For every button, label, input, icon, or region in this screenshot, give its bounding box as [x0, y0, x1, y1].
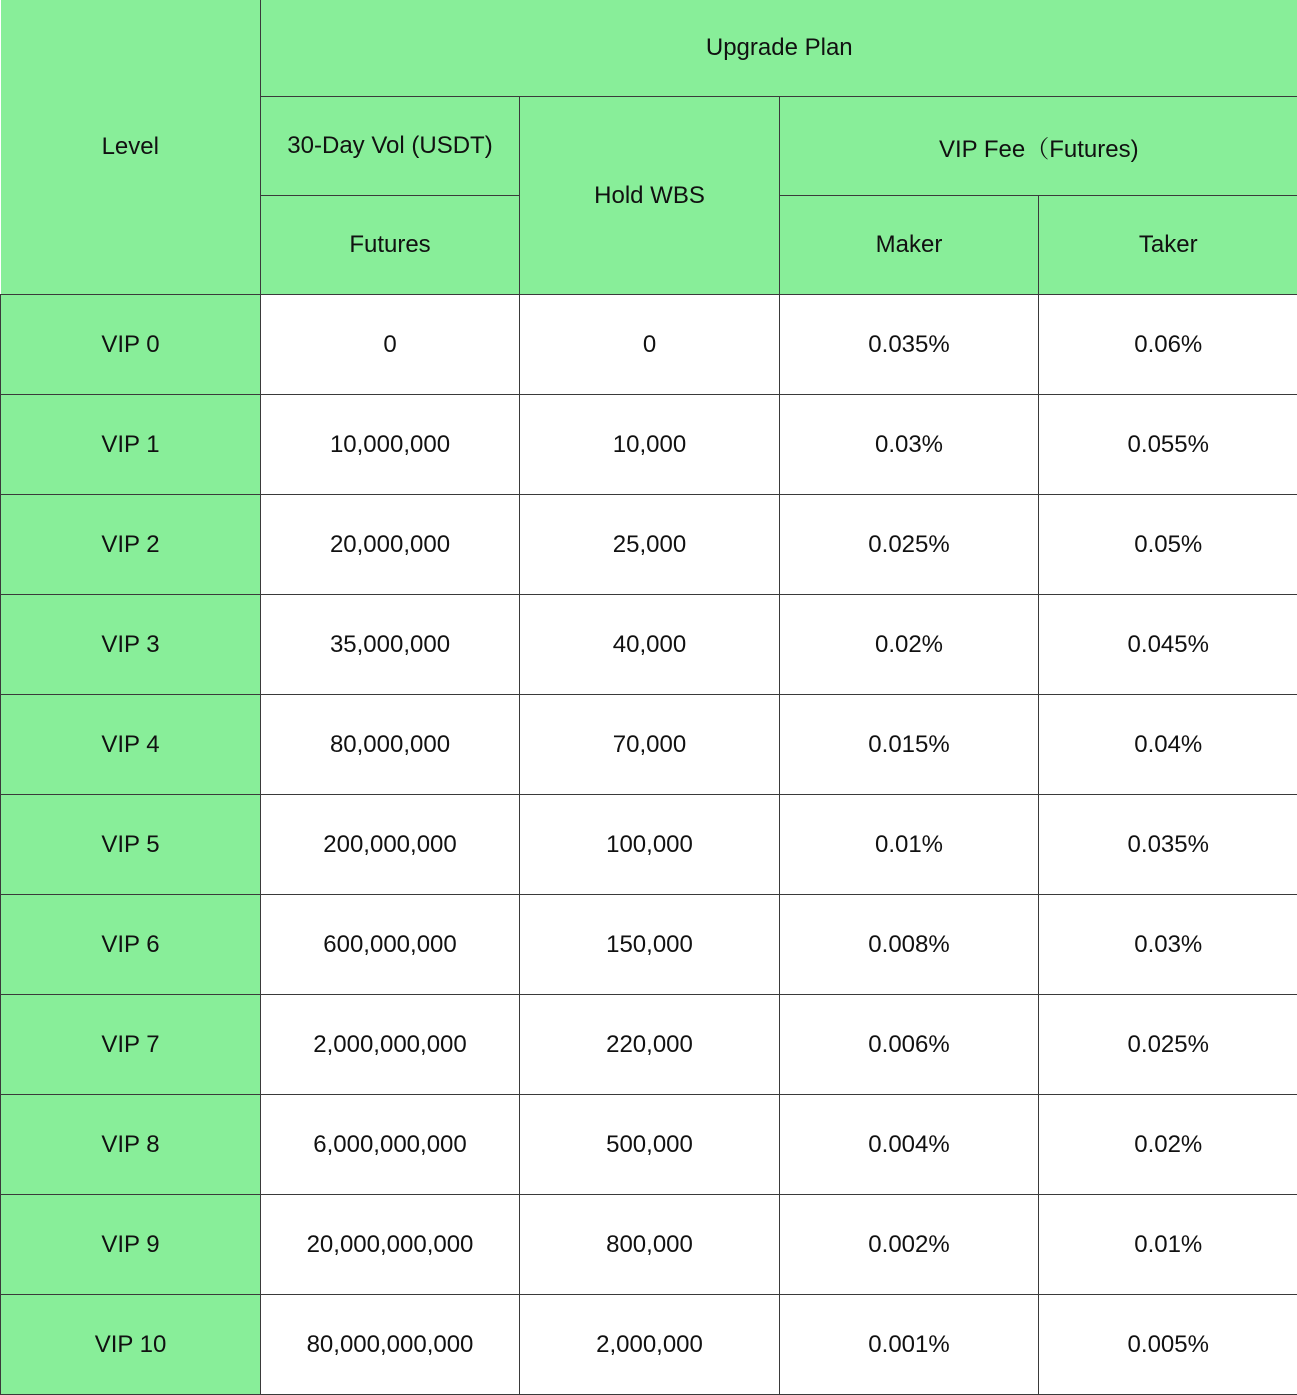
level-cell: VIP 1 — [1, 395, 261, 495]
table-row — [1, 395, 1297, 495]
taker-cell: 0.025% — [1039, 995, 1297, 1095]
volume-cell: 600,000,000 — [261, 895, 520, 995]
maker-cell: 0.03% — [780, 395, 1039, 495]
hold-cell: 0 — [520, 295, 780, 395]
hold-cell: 500,000 — [520, 1095, 780, 1195]
volume-cell: 80,000,000,000 — [261, 1295, 520, 1395]
hold-wbs-header: Hold WBS — [520, 97, 780, 295]
volume-cell: 20,000,000,000 — [261, 1195, 520, 1295]
taker-cell: 0.06% — [1039, 295, 1297, 395]
table-row — [1, 1095, 1297, 1195]
futures-subheader: Futures — [261, 196, 520, 295]
upgrade-plan-title: Upgrade Plan — [261, 0, 1297, 97]
maker-cell: 0.004% — [780, 1095, 1039, 1195]
vip-fee-header: VIP Fee（Futures) — [780, 97, 1297, 196]
hold-cell: 800,000 — [520, 1195, 780, 1295]
table-row — [1, 495, 1297, 595]
level-cell: VIP 9 — [1, 1195, 261, 1295]
table-row — [1, 1295, 1297, 1395]
volume-cell: 6,000,000,000 — [261, 1095, 520, 1195]
taker-cell: 0.005% — [1039, 1295, 1297, 1395]
taker-cell: 0.05% — [1039, 495, 1297, 595]
table-row — [1, 595, 1297, 695]
maker-cell: 0.002% — [780, 1195, 1039, 1295]
maker-cell: 0.001% — [780, 1295, 1039, 1395]
level-header: Level — [1, 0, 261, 295]
taker-header: Taker — [1039, 196, 1297, 295]
level-cell: VIP 10 — [1, 1295, 261, 1395]
volume-cell: 200,000,000 — [261, 795, 520, 895]
level-cell: VIP 3 — [1, 595, 261, 695]
level-cell: VIP 7 — [1, 995, 261, 1095]
hold-cell: 25,000 — [520, 495, 780, 595]
level-cell: VIP 8 — [1, 1095, 261, 1195]
hold-cell: 2,000,000 — [520, 1295, 780, 1395]
table-header — [1, 0, 1297, 295]
maker-cell: 0.008% — [780, 895, 1039, 995]
level-cell: VIP 0 — [1, 295, 261, 395]
volume-cell: 0 — [261, 295, 520, 395]
taker-cell: 0.03% — [1039, 895, 1297, 995]
taker-cell: 0.055% — [1039, 395, 1297, 495]
table-row — [1, 295, 1297, 395]
taker-cell: 0.04% — [1039, 695, 1297, 795]
volume-header: 30-Day Vol (USDT) — [261, 97, 520, 196]
hold-cell: 150,000 — [520, 895, 780, 995]
maker-cell: 0.01% — [780, 795, 1039, 895]
maker-cell: 0.015% — [780, 695, 1039, 795]
volume-cell: 2,000,000,000 — [261, 995, 520, 1095]
table-row — [1, 895, 1297, 995]
hold-cell: 100,000 — [520, 795, 780, 895]
hold-cell: 10,000 — [520, 395, 780, 495]
hold-cell: 40,000 — [520, 595, 780, 695]
maker-cell: 0.006% — [780, 995, 1039, 1095]
taker-cell: 0.01% — [1039, 1195, 1297, 1295]
volume-cell: 80,000,000 — [261, 695, 520, 795]
taker-cell: 0.035% — [1039, 795, 1297, 895]
table-row — [1, 695, 1297, 795]
table-row — [1, 995, 1297, 1095]
level-cell: VIP 2 — [1, 495, 261, 595]
maker-cell: 0.025% — [780, 495, 1039, 595]
taker-cell: 0.02% — [1039, 1095, 1297, 1195]
volume-cell: 35,000,000 — [261, 595, 520, 695]
level-cell: VIP 6 — [1, 895, 261, 995]
table-row — [1, 1195, 1297, 1295]
maker-header: Maker — [780, 196, 1039, 295]
maker-cell: 0.035% — [780, 295, 1039, 395]
volume-cell: 10,000,000 — [261, 395, 520, 495]
taker-cell: 0.045% — [1039, 595, 1297, 695]
table-row — [1, 795, 1297, 895]
level-cell: VIP 4 — [1, 695, 261, 795]
hold-cell: 220,000 — [520, 995, 780, 1095]
volume-cell: 20,000,000 — [261, 495, 520, 595]
level-cell: VIP 5 — [1, 795, 261, 895]
table-body — [1, 295, 1297, 1395]
hold-cell: 70,000 — [520, 695, 780, 795]
maker-cell: 0.02% — [780, 595, 1039, 695]
